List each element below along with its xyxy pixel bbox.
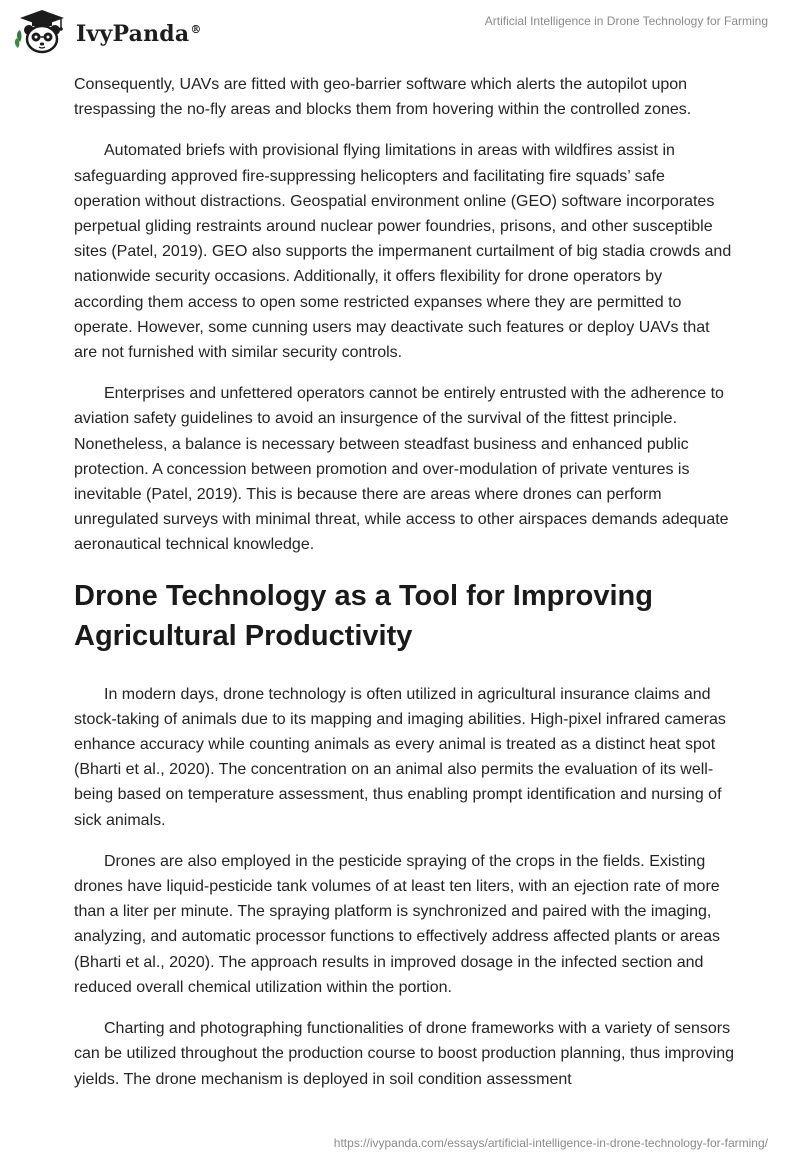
paragraph: Enterprises and unfettered operators cannot be entirely entrusted with the adherence to aviation safety guidelines to avoid an insurgence of the survival of the fittest principle. Nonetheless, a balance is necessary between steadfast business and enhanced public protection. A concession between promotion and over-modulation of private ventures is inevitable (Patel, 2019). This is because there are areas where drones can perform unregulated surveys with minimal threat, while access to other airspaces demands adequate aeronautical technical knowledge.: [74, 385, 729, 554]
brand-text: IvyPanda: [76, 21, 190, 47]
paragraph: Consequently, UAVs are fitted with geo-barrier software which alerts the autopilot upon trespassing the no-fly areas and blocks them from hovering within the controlled zones.: [74, 76, 692, 119]
section-heading: Drone Technology as a Tool for Improving Agricultural Productivity: [74, 579, 653, 652]
brand-name: [76, 21, 202, 47]
essay-content: [74, 72, 734, 1108]
paragraph: Automated briefs with provisional flying limitations in areas with wildfires assist in safeguarding approved fire-suppressing helicopters and facilitating fire squads’ safe operation without distractions. Geospatial environment online (GEO) software incorporates perpetual gliding restraints around nuclear power foundries, prisons, and other susceptible sites (Patel, 2019). GEO also supports the impermanent curtailment of big stadia crowds and nationwide security occasions. Additionally, it offers flexibility for drone operators by according them access to open some restricted expanses where they are permitted to operate. However, some cunning users may deactivate such features or deploy UAVs that are not furnished with similar security controls.: [74, 142, 732, 362]
page-header: [0, 0, 800, 70]
source-url[interactable]: https://ivypanda.com/essays/artificial-intelligence-in-drone-technology-for-farming/: [333, 1136, 768, 1150]
panda-graduate-icon: [14, 8, 70, 56]
ivypanda-logo[interactable]: [14, 8, 202, 56]
registered-mark: ®: [190, 22, 202, 36]
paragraph: Drones are also employed in the pesticide spraying of the crops in the fields. Existing drones have liquid-pesticide tank volumes of at least ten liters, with an ejection rate of more than a liter per minute. The spraying platform is synchronized and paired with the imaging, analyzing, and automatic processor functions to effectively address affected plants or areas (Bharti et al., 2020). The approach results in improved dosage in the infected section and reduced overall chemical utilization within the portion.: [74, 852, 720, 996]
paragraph: Charting and photographing functionalities of drone frameworks with a variety of sensors can be utilized throughout the production course to boost production planning, thus improving yields. The drone mechanism is deployed in soil condition assessment: [74, 1020, 734, 1088]
paragraph: In modern days, drone technology is often utilized in agricultural insurance claims and stock-taking of animals due to its mapping and imaging abilities. High-pixel infrared cameras enhance accuracy while counting animals as every animal is treated as a distinct heat spot (Bharti et al., 2020). The concentration on an animal also permits the evaluation of its well-being based on temperature assessment, thus enabling prompt identification and nursing of sick animals.: [74, 685, 726, 829]
document-title: Artificial Intelligence in Drone Technology for Farming: [484, 14, 768, 28]
